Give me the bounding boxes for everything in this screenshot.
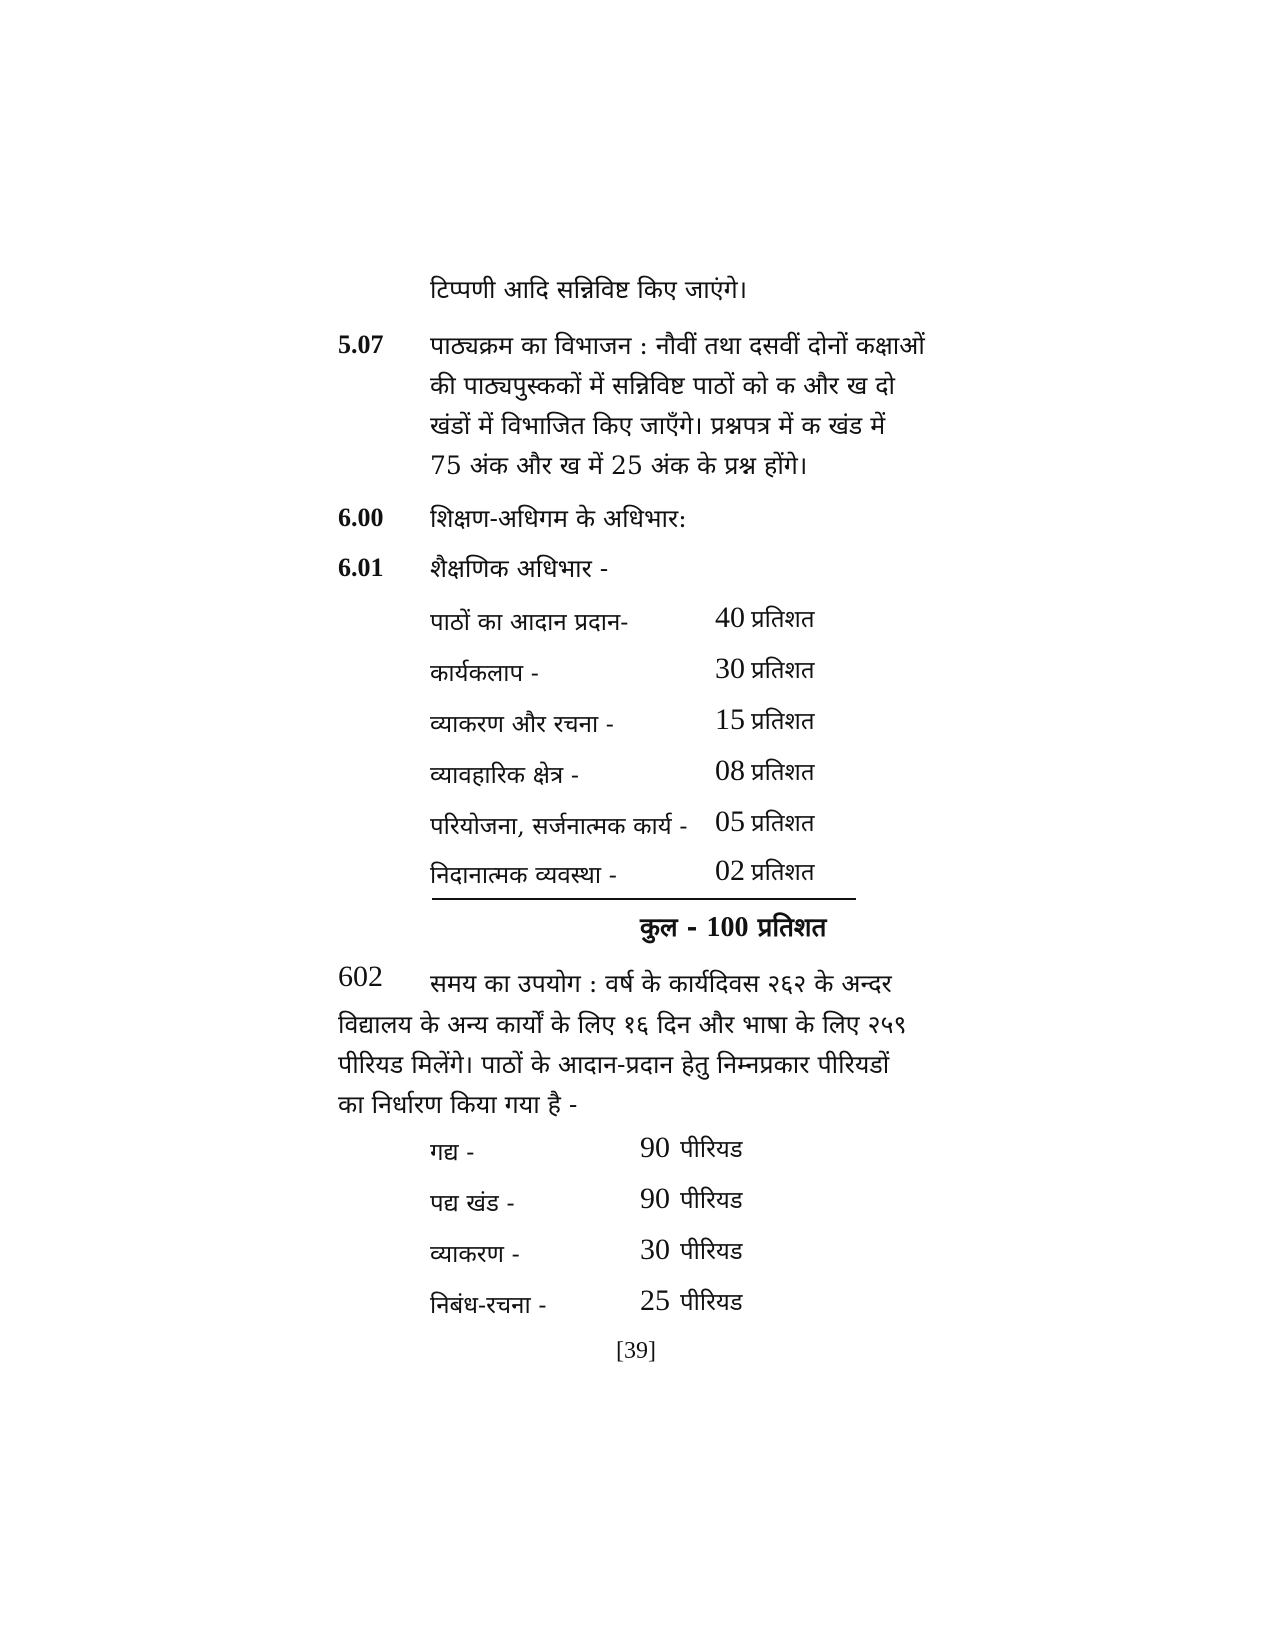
section-601-title: शैक्षणिक अधिभार - [430,554,609,583]
section-507-line-2: की पाठ्यपुस्ककों में सन्निविष्ट पाठों को क और ख दो [430,371,895,400]
load-item-row [430,703,870,743]
load-item-value: 08 प्रतिशत [715,754,815,787]
total-line [640,908,826,944]
section-number-600: 6.00 [338,503,384,532]
load-item-label: व्याकरण और रचना - [430,710,614,738]
period-label: व्याकरण - [430,1240,520,1268]
section-number-601: 6.01 [338,553,384,582]
load-item-row [430,601,870,641]
load-item-label: परियोजना, सर्जनात्मक कार्य - [430,812,688,840]
section-number-602: 602 [338,960,383,993]
period-value: 90 पीरियड [640,1182,743,1215]
period-label: पद्य खंड - [430,1189,515,1217]
period-label: गद्य - [430,1138,475,1166]
load-item-value: 05 प्रतिशत [715,805,815,838]
load-item-label: कार्यकलाप - [430,659,539,687]
period-row [430,1233,790,1273]
section-600-title: शिक्षण-अधिगम के अधिभार: [430,504,687,533]
load-item-value: 15 प्रतिशत [715,703,815,736]
load-item-row [430,854,870,894]
period-label: निबंध-रचना - [430,1291,547,1319]
load-item-value: 02 प्रतिशत [715,854,815,887]
section-602-line-3: पीरियड मिलेंगे। पाठों के आदान-प्रदान हेतु निम्नप्रकार पीरियडों [338,1050,890,1079]
intro-line: टिप्पणी आदि सन्निविष्ट किए जाएंगे। [430,275,748,304]
load-item-value: 30 प्रतिशत [715,652,815,685]
period-value: 30 पीरियड [640,1233,743,1266]
load-item-label: व्यावहारिक क्षेत्र - [430,761,579,789]
period-value: 90 पीरियड [640,1131,743,1164]
load-item-label: पाठों का आदान प्रदान- [430,608,629,636]
load-item-value: 40 प्रतिशत [715,601,815,634]
total-value: 100 [706,912,749,943]
period-row [430,1131,790,1171]
section-number-507: 5.07 [338,330,384,359]
period-value: 25 पीरियड [640,1284,743,1317]
period-row [430,1182,790,1222]
load-item-label: निदानात्मक व्यवस्था - [430,861,617,889]
load-item-row [430,652,870,692]
period-row [430,1284,790,1324]
total-unit: प्रतिशत [757,913,827,943]
load-item-row [430,754,870,794]
page-number: [39] [616,1338,656,1364]
section-507-line-1: पाठ्यक्रम का विभाजन : नौवीं तथा दसवीं दोनों कक्षाओं [430,331,925,360]
load-item-row [430,805,870,845]
section-602-line-4: का निर्धारण किया गया है - [338,1090,578,1119]
section-507-line-3: खंडों में विभाजित किए जाएँगे। प्रश्नपत्र में क खंड में [430,411,886,440]
section-602-line-2: विद्यालय के अन्य कार्यों के लिए १६ दिन और भाषा के लिए २५९ [338,1010,907,1039]
total-label: कुल - [640,913,698,943]
total-divider [432,898,856,900]
section-507-line-4: 75 अंक और ख में 25 अंक के प्रश्न होंगे। [430,451,808,480]
section-602-line-1: समय का उपयोग : वर्ष के कार्यदिवस २६२ के अन्दर [430,969,892,998]
